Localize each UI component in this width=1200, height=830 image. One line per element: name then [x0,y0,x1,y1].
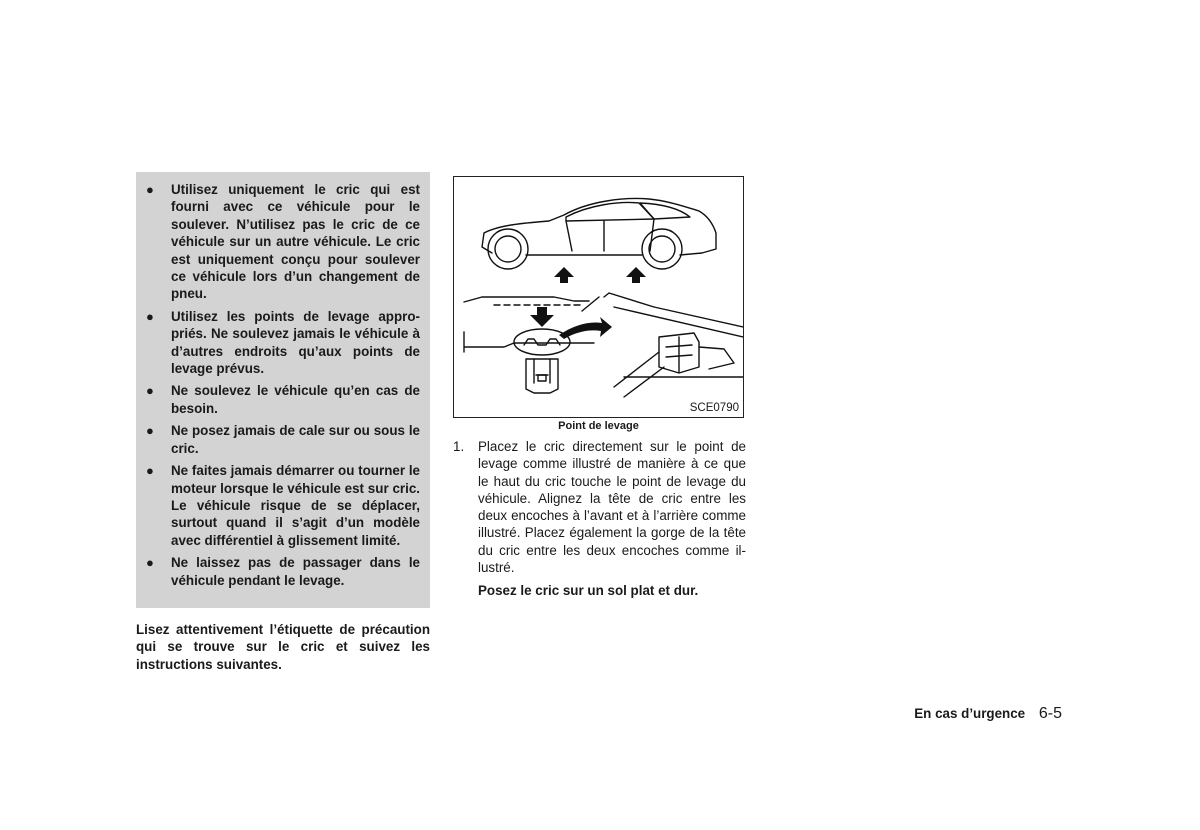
bullet-icon: ● [146,423,154,439]
jack-point-ellipse [514,329,570,355]
warning-box [136,172,430,608]
rear-jack-point-arrow [626,267,646,283]
jack-head [526,359,558,393]
car-body-outline [482,199,716,255]
warning-text: Ne soulevez le véhicule qu’en cas de besoin. [171,383,420,416]
figure-code: SCE0790 [689,402,739,414]
warning-list [136,172,430,589]
rear-wheel [642,229,682,269]
warning-item [136,308,420,378]
front-jack-point-arrow [554,267,574,283]
warning-text: Ne faites jamais démarrer ou tourner le moteur lorsque le véhicule est sur cric. Le véhicule risque de se déplacer, surtout quand il s’agit d’un modèle avec différentiel à glissement limité. [171,463,420,548]
figure-caption: Point de levage [558,420,639,432]
bullet-icon: ● [146,308,154,324]
bullet-icon: ● [146,555,154,571]
section-title: En cas d’urgence [914,706,1026,721]
bullet-icon: ● [146,182,154,197]
jack-point-figure [453,176,744,418]
warning-text: Utilisez les points de levage appropriés. Ne soulevez jamais le véhicule à d’autres endroits qu’aux points de levage prévus. [171,308,420,377]
steps-section [453,438,746,600]
warning-item [136,462,420,549]
jack-label-instruction: Lisez attentivement l’étiquette de précaution qui se trouve sur le cric et suivez les instructions suivantes. [136,622,430,672]
bullet-icon: ● [146,383,154,399]
warning-item [136,382,420,417]
warning-item [136,554,420,589]
page-footer [914,705,1062,723]
step-text: Placez le cric directement sur le point de levage comme illustré de manière à ce que le haut du cric touche le point de levage du véhicule. Alignez la tête de cric entre les deux encoches à l’avant et à l’arrière comme illustré. Placez également la gorge de la tête du cric entre les deux encoches comme illustré. [478,439,746,576]
down-arrow [530,307,554,327]
page-number: 6-5 [1038,705,1062,722]
curved-arrow [559,317,612,339]
bullet-icon: ● [146,463,154,479]
step-note: Posez le cric sur un sol plat et dur. [478,583,699,599]
warning-text: Utilisez uniquement le cric qui est fourni avec ce véhicule pour le soulever. N’utilisez pas le cric de ce véhicule sur un autre véhicule. Le cric est uniquement conçu pour soulever ce véhicule lors d’un changement de pneu. [171,182,420,302]
step-item [453,438,746,576]
front-wheel [488,229,528,269]
jack-point-illustration [454,177,743,417]
warning-text: Ne laissez pas de passager dans le véhicule pendant le levage. [171,555,420,588]
car-window [566,203,654,221]
warning-text: Ne posez jamais de cale sur ou sous le cric. [171,423,420,456]
warning-item [136,422,420,457]
warning-item [136,181,420,303]
step-number: 1. [453,439,465,454]
